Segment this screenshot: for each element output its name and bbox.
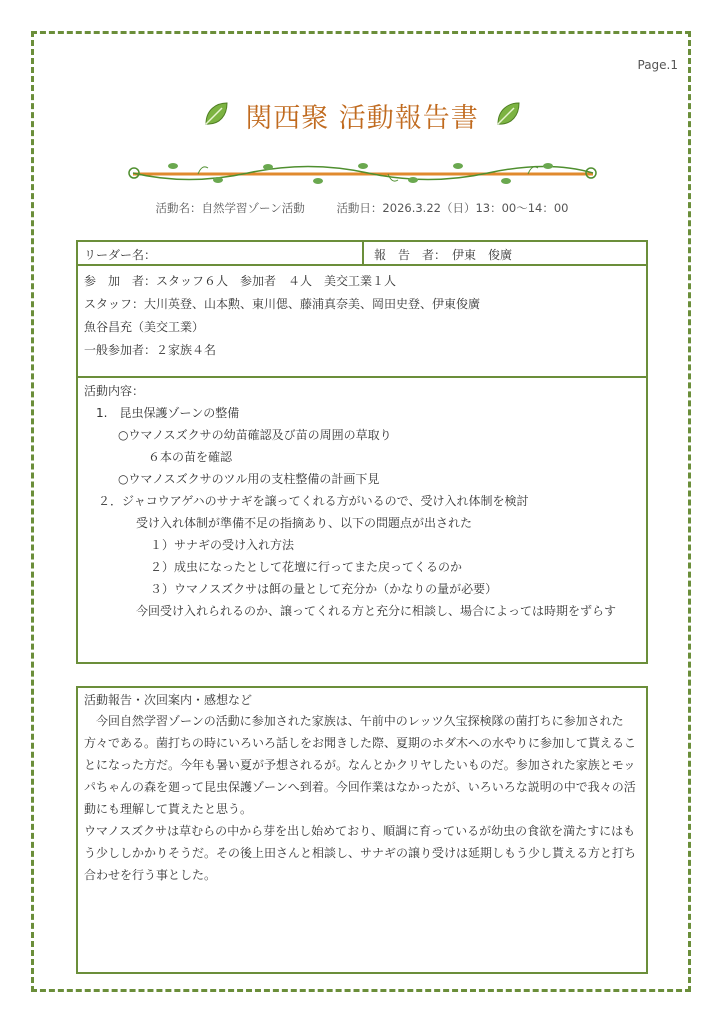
activity-item: ２．ジャコウアゲハのサナギを譲ってくれる方がいるので、受け入れ体制を検討 xyxy=(98,494,529,508)
activity-item: 1. 昆虫保護ゾーンの整備 xyxy=(96,406,240,420)
activity-heading: 活動内容： xyxy=(84,384,145,398)
page-number: Page.1 xyxy=(637,58,678,72)
page-title: 関西聚 活動報告書 xyxy=(245,103,479,134)
activity-date: 活動日：2026.3.22（日）13：00〜14：00 xyxy=(336,201,569,215)
report-paragraph: 今回自然学習ゾーンの活動に参加された家族は、午前中のレッツ久宝探検隊の菌打ちに参加された方々である。菌打ちの時にいろいろ話しをお聞きした際、夏期のホダ木への水やりに参加して貰えることになった方だ。今年も暑い夏が予想されるが。なんとかクリヤしたいものだ。参加された家族とモッパちゃんの森を廻って昆虫保護ゾーンへ到着。今回作業はなかったが、いろいろな説明の中で我々の活動にも理解して貰えたと思う。 xyxy=(84,714,637,816)
general-participants: 一般参加者：２家族４名 xyxy=(84,343,217,357)
activity-note: ６本の苗を確認 xyxy=(148,450,233,464)
reporter-label: 報 告 者： 伊東 俊廣 xyxy=(374,248,513,262)
title-row xyxy=(0,96,724,135)
activity-meta xyxy=(0,200,724,216)
activity-name: 活動名：自然学習ゾーン活動 xyxy=(155,201,305,215)
activity-box xyxy=(76,376,648,664)
activity-conclusion: 今回受け入れられるのか、譲ってくれる方と充分に相談し、場合によっては時期をずらす xyxy=(136,604,617,618)
activity-subitem: ○ウマノスズクサの幼苗確認及び苗の周囲の草取り xyxy=(118,428,392,442)
leader-label: リーダー名： xyxy=(84,248,157,262)
vine-decoration-icon xyxy=(128,158,598,192)
staff-line-cont: 魚谷昌充（美交工業） xyxy=(84,320,205,334)
staff-line: スタッフ：大川英登、山本勲、東川偲、藤浦真奈美、岡田史登、伊東俊廣 xyxy=(84,297,481,311)
problem-item: １）サナギの受け入れ方法 xyxy=(150,538,295,552)
participants-line: 参 加 者：スタッフ６人 参加者 ４人 美交工業１人 xyxy=(84,274,397,288)
participants-box xyxy=(76,264,648,378)
leaf-icon xyxy=(494,100,522,132)
header-row xyxy=(76,240,648,266)
report-paragraph: ウマノスズクサは草むらの中から芽を出し始めており、順調に育っているが幼虫の食欲を満たすにはもう少ししかかりそうだ。その後上田さんと相談し、サナギの譲り受けは延期しもう少し貰える方と打ち合わせを行う事とした。 xyxy=(84,824,637,882)
report-box xyxy=(76,686,648,974)
problem-item: ２）成虫になったとして花壇に行ってまた戻ってくるのか xyxy=(150,560,463,574)
report-heading: 活動報告・次回案内・感想など xyxy=(84,693,253,707)
activity-note: 受け入れ体制が準備不足の指摘あり、以下の問題点が出された xyxy=(136,516,473,530)
problem-item: ３）ウマノスズクサは餌の量として充分か（かなりの量が必要） xyxy=(150,582,498,596)
activity-subitem: ○ウマノスズクサのツル用の支柱整備の計画下見 xyxy=(118,472,380,486)
leaf-icon xyxy=(202,100,230,132)
